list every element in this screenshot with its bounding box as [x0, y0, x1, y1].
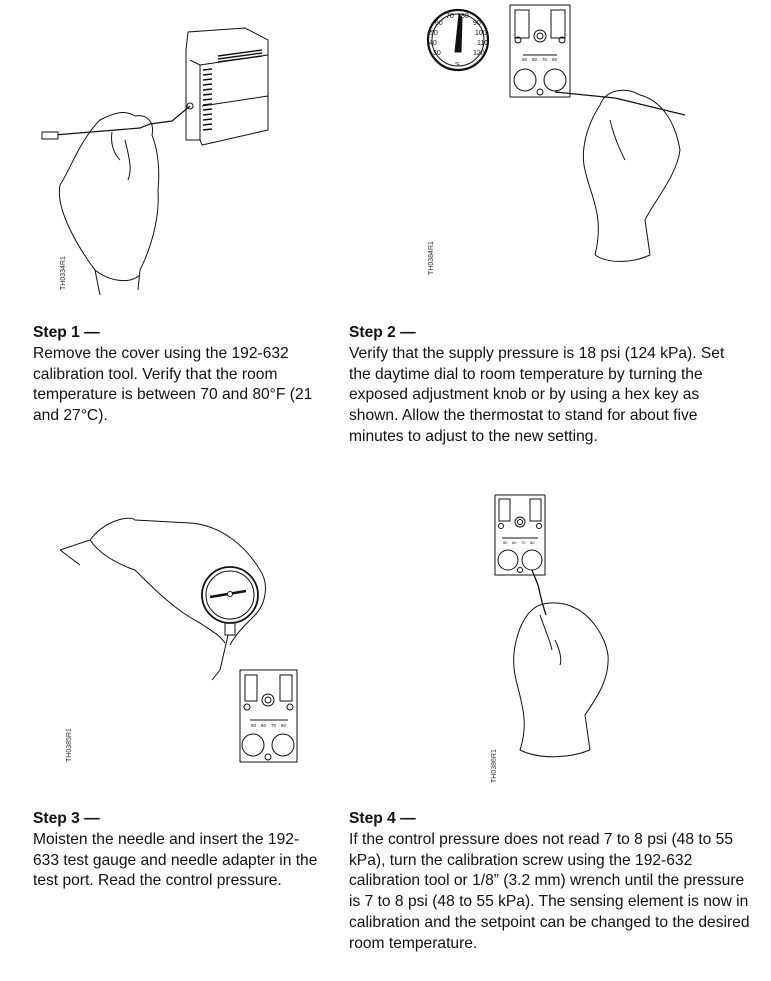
svg-text:70: 70	[542, 57, 548, 62]
svg-text:70: 70	[271, 723, 277, 728]
step-1-illustration	[40, 20, 330, 310]
figure-code: TH0384R1	[428, 241, 435, 275]
thermostat-base-icon	[240, 670, 297, 762]
step-4	[349, 809, 754, 955]
step-body: Verify that the supply pressure is 18 psi (124 kPa). Set the daytime dial to room temperature by turning the exposed adjustment knob or by using a hex key as shown. Allow the thermostat to stand for about five minutes to adjust to the new setting.	[349, 344, 725, 445]
svg-text:80: 80	[461, 13, 469, 20]
hand-icon	[583, 90, 680, 261]
figure-code: TH0385R1	[66, 728, 73, 762]
svg-text:50: 50	[251, 723, 257, 728]
svg-text:70: 70	[521, 540, 526, 545]
svg-text:50: 50	[430, 30, 438, 37]
svg-text:°F: °F	[455, 62, 461, 68]
svg-text:50: 50	[503, 540, 508, 545]
svg-text:80: 80	[530, 540, 535, 545]
step-body: Remove the cover using the 192-632 calibration tool. Verify that the room temperature is between 70 and 80°F (21 and 27°C).	[33, 344, 313, 425]
step-title: Step 3 —	[33, 810, 100, 827]
svg-text:60: 60	[532, 57, 538, 62]
svg-text:110: 110	[477, 40, 489, 47]
step-title: Step 4 —	[349, 810, 416, 827]
svg-text:90: 90	[473, 20, 481, 27]
pressure-gauge-icon	[202, 567, 258, 680]
svg-text:120: 120	[473, 50, 485, 57]
hand-icon	[514, 603, 608, 757]
svg-text:70: 70	[446, 13, 454, 20]
step-3	[33, 809, 323, 892]
thermostat-base-icon	[510, 5, 570, 97]
figure-code: TH0386R1	[491, 749, 498, 783]
svg-text:30: 30	[433, 50, 441, 57]
step-title: Step 2 —	[349, 324, 416, 341]
figure-code: TH0334R1	[60, 256, 67, 290]
svg-text:50: 50	[522, 57, 528, 62]
thermostat-cover-icon	[186, 28, 268, 145]
svg-text:100: 100	[475, 30, 487, 37]
step-1	[33, 323, 333, 427]
step-2	[349, 323, 744, 448]
hand-icon	[59, 113, 158, 295]
svg-text:80: 80	[552, 57, 558, 62]
thermometer-icon	[428, 10, 488, 70]
step-4-illustration	[480, 490, 620, 790]
svg-text:60: 60	[261, 723, 267, 728]
step-title: Step 1 —	[33, 324, 100, 341]
svg-text:60: 60	[435, 20, 443, 27]
svg-text:80: 80	[281, 723, 287, 728]
svg-text:60: 60	[512, 540, 517, 545]
step-body: If the control pressure does not read 7 to 8 psi (48 to 55 kPa), turn the calibration screw using the 192-632 calibration tool or 1/8” (3.2 mm) wrench until the pressure is 7 to 8 psi (48 to 55 kPa). The sensing element is now in calibration and the setpoint can be changed to the desired room temperature.	[349, 830, 750, 952]
step-3-illustration	[60, 495, 330, 785]
step-body: Moisten the needle and insert the 192-633 test gauge and needle adapter in the test port. Read the control pressure.	[33, 830, 318, 890]
svg-text:40: 40	[429, 40, 437, 47]
thermostat-base-icon	[495, 495, 545, 575]
step-2-illustration	[415, 0, 695, 290]
